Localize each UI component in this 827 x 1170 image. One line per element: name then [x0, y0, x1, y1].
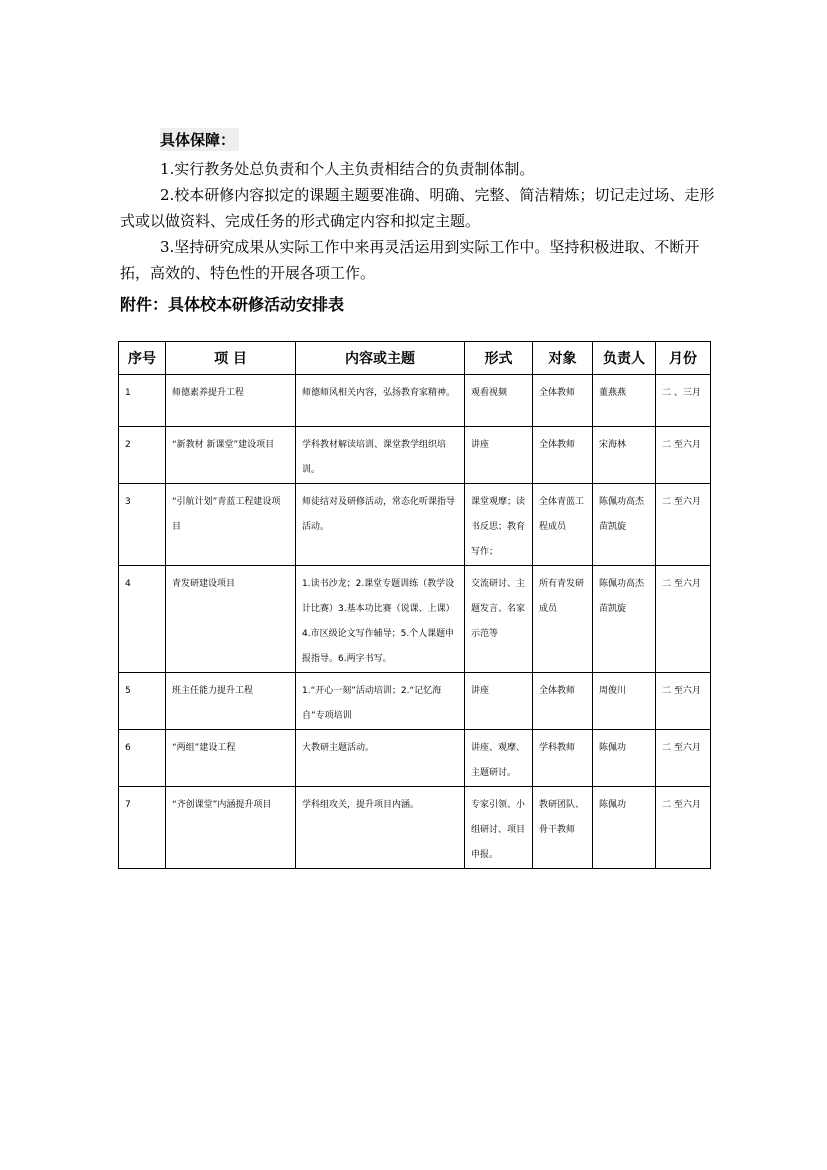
cell-index: 6 — [119, 730, 166, 787]
cell-project: 班主任能力提升工程 — [166, 673, 296, 730]
cell-owner: 陈佩功高杰苗凯旋 — [593, 566, 656, 673]
cell-project: 师德素养提升工程 — [166, 375, 296, 427]
paragraph-1: 1.实行教务处总负责和个人主负责相结合的负责制体制。 — [160, 160, 535, 178]
table-row — [119, 566, 711, 673]
cell-project: “新教材 新课堂”建设项目 — [166, 427, 296, 484]
cell-audience: 全体教师 — [533, 427, 593, 484]
cell-month: 二 至六月 — [656, 673, 711, 730]
cell-audience: 教研团队、骨干教师 — [533, 787, 593, 869]
table-row — [119, 484, 711, 566]
cell-content: 1.读书沙龙；2.课堂专题训练（教学设计比赛）3.基本功比赛（说课、上课）4.市区级论文写作辅导；5.个人课题申报指导。6.两字书写。 — [296, 566, 465, 673]
header-owner: 负责人 — [593, 342, 656, 375]
cell-audience: 所有青发研成员 — [533, 566, 593, 673]
cell-owner: 周俊川 — [593, 673, 656, 730]
cell-owner: 宋海林 — [593, 427, 656, 484]
header-index: 序号 — [119, 342, 166, 375]
cell-content: 师徒结对及研修活动，常态化听课指导活动。 — [296, 484, 465, 566]
table-row — [119, 787, 711, 869]
cell-month: 二 至六月 — [656, 730, 711, 787]
cell-owner: 董燕燕 — [593, 375, 656, 427]
section-heading: 具体保障： — [160, 128, 239, 151]
cell-project: “引航计划”青蓝工程建设项目 — [166, 484, 296, 566]
cell-form: 专家引领、小组研讨、项目申报。 — [465, 787, 533, 869]
header-audience: 对象 — [533, 342, 593, 375]
cell-form: 讲座、观摩、主题研讨。 — [465, 730, 533, 787]
header-project: 项 目 — [166, 342, 296, 375]
cell-index: 1 — [119, 375, 166, 427]
cell-content: 学科组攻关，提升项目内涵。 — [296, 787, 465, 869]
cell-form: 讲座 — [465, 427, 533, 484]
cell-form: 讲座 — [465, 673, 533, 730]
cell-content: 大教研主题活动。 — [296, 730, 465, 787]
header-content: 内容或主题 — [296, 342, 465, 375]
cell-audience: 全体教师 — [533, 375, 593, 427]
table-header-row — [119, 342, 711, 375]
cell-audience: 学科教师 — [533, 730, 593, 787]
cell-index: 4 — [119, 566, 166, 673]
cell-owner: 陈佩功 — [593, 730, 656, 787]
cell-owner: 陈佩功 — [593, 787, 656, 869]
table-row — [119, 673, 711, 730]
cell-form: 交流研讨、主题发言、名家示范等 — [465, 566, 533, 673]
cell-audience: 全体教师 — [533, 673, 593, 730]
cell-project: 青发研建设项目 — [166, 566, 296, 673]
paragraph-3: 3.坚持研究成果从实际工作中来再灵活运用到实际工作中。坚持积极进取、不断开拓，高效的、特色性的开展各项工作。 — [120, 238, 700, 282]
table-row — [119, 427, 711, 484]
table-row — [119, 375, 711, 427]
cell-index: 5 — [119, 673, 166, 730]
cell-content: 学科教材解读培训、课堂教学组织培训。 — [296, 427, 465, 484]
cell-month: 二 至六月 — [656, 427, 711, 484]
cell-project: “齐创课堂”内涵提升项目 — [166, 787, 296, 869]
cell-month: 二 至六月 — [656, 566, 711, 673]
cell-content: 师德师风相关内容，弘扬教育家精神。 — [296, 375, 465, 427]
cell-audience: 全体青蓝工程成员 — [533, 484, 593, 566]
cell-month: 二 至六月 — [656, 787, 711, 869]
cell-content: 1.“开心一刻”活动培训；2.“记忆海自”专项培训 — [296, 673, 465, 730]
cell-form: 课堂观摩；读书反思；教育写作； — [465, 484, 533, 566]
paragraph-2: 2.校本研修内容拟定的课题主题要准确、明确、完整、简洁精炼；切记走过场、走形式或以做资料、完成任务的形式确定内容和拟定主题。 — [120, 186, 715, 230]
header-form: 形式 — [465, 342, 533, 375]
cell-month: 二 至六月 — [656, 484, 711, 566]
cell-owner: 陈佩功高杰苗凯旋 — [593, 484, 656, 566]
table-row — [119, 730, 711, 787]
cell-index: 3 — [119, 484, 166, 566]
cell-index: 7 — [119, 787, 166, 869]
cell-project: “两组”建设工程 — [166, 730, 296, 787]
header-month: 月份 — [656, 342, 711, 375]
activity-schedule-table — [118, 341, 711, 869]
cell-form: 观看视频 — [465, 375, 533, 427]
attachment-title: 附件：具体校本研修活动安排表 — [120, 295, 345, 314]
cell-month: 二 、三月 — [656, 375, 711, 427]
cell-index: 2 — [119, 427, 166, 484]
